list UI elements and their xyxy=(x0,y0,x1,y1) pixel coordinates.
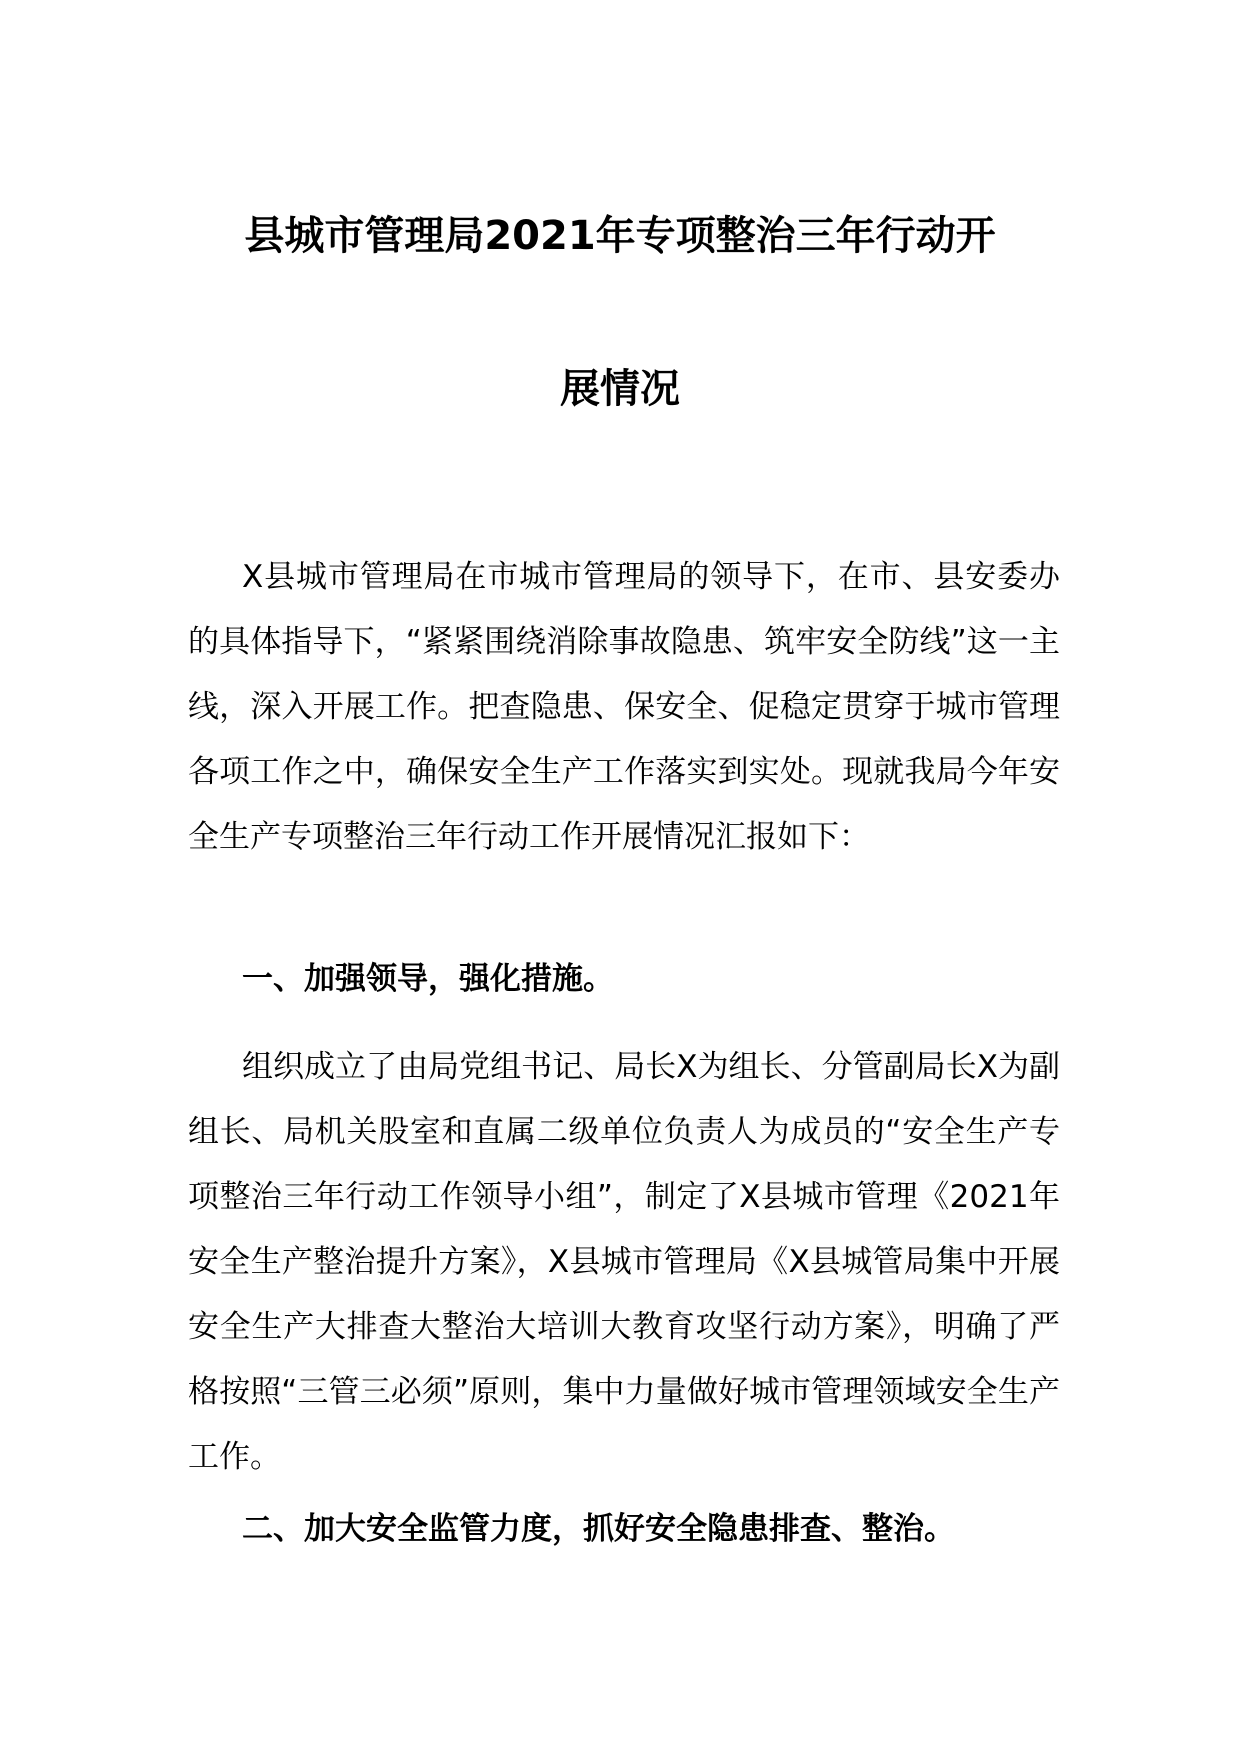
body-paragraph-section-1: 组织成立了由局党组书记、局长X为组长、分管副局长X为副组长、局机关股室和直属二级单位负责人为成员的“安全生产专项整治三年行动工作领导小组”，制定了X县城市管理《2021年安全生产整治提升方案》，X县城市管理局《X县城管局集中开展安全生产大排查大整治大培训大教育攻坚行动方案》，明确了严格按照“三管三必须”原则，集中力量做好城市管理领域安全生产工作。 xyxy=(188,1049,1060,1475)
body-paragraph-intro: X县城市管理局在市城市管理局的领导下，在市、县安委办的具体指导下，“紧紧围绕消除事故隐患、筑牢安全防线”这一主线，深入开展工作。把查隐患、保安全、促稳定贯穿于城市管理各项工作之中，确保安全生产工作落实到实处。现就我局今年安全生产专项整治三年行动工作开展情况汇报如下： xyxy=(188,559,1060,855)
section-heading-1: 一、加强领导，强化措施。 xyxy=(242,961,614,997)
section-heading-2: 二、加大安全监管力度，抓好安全隐患排查、整治。 xyxy=(242,1511,955,1547)
document-title-line-1: 县城市管理局2021年专项整治三年行动开 xyxy=(244,213,996,259)
document-title-line-2: 展情况 xyxy=(560,366,680,412)
